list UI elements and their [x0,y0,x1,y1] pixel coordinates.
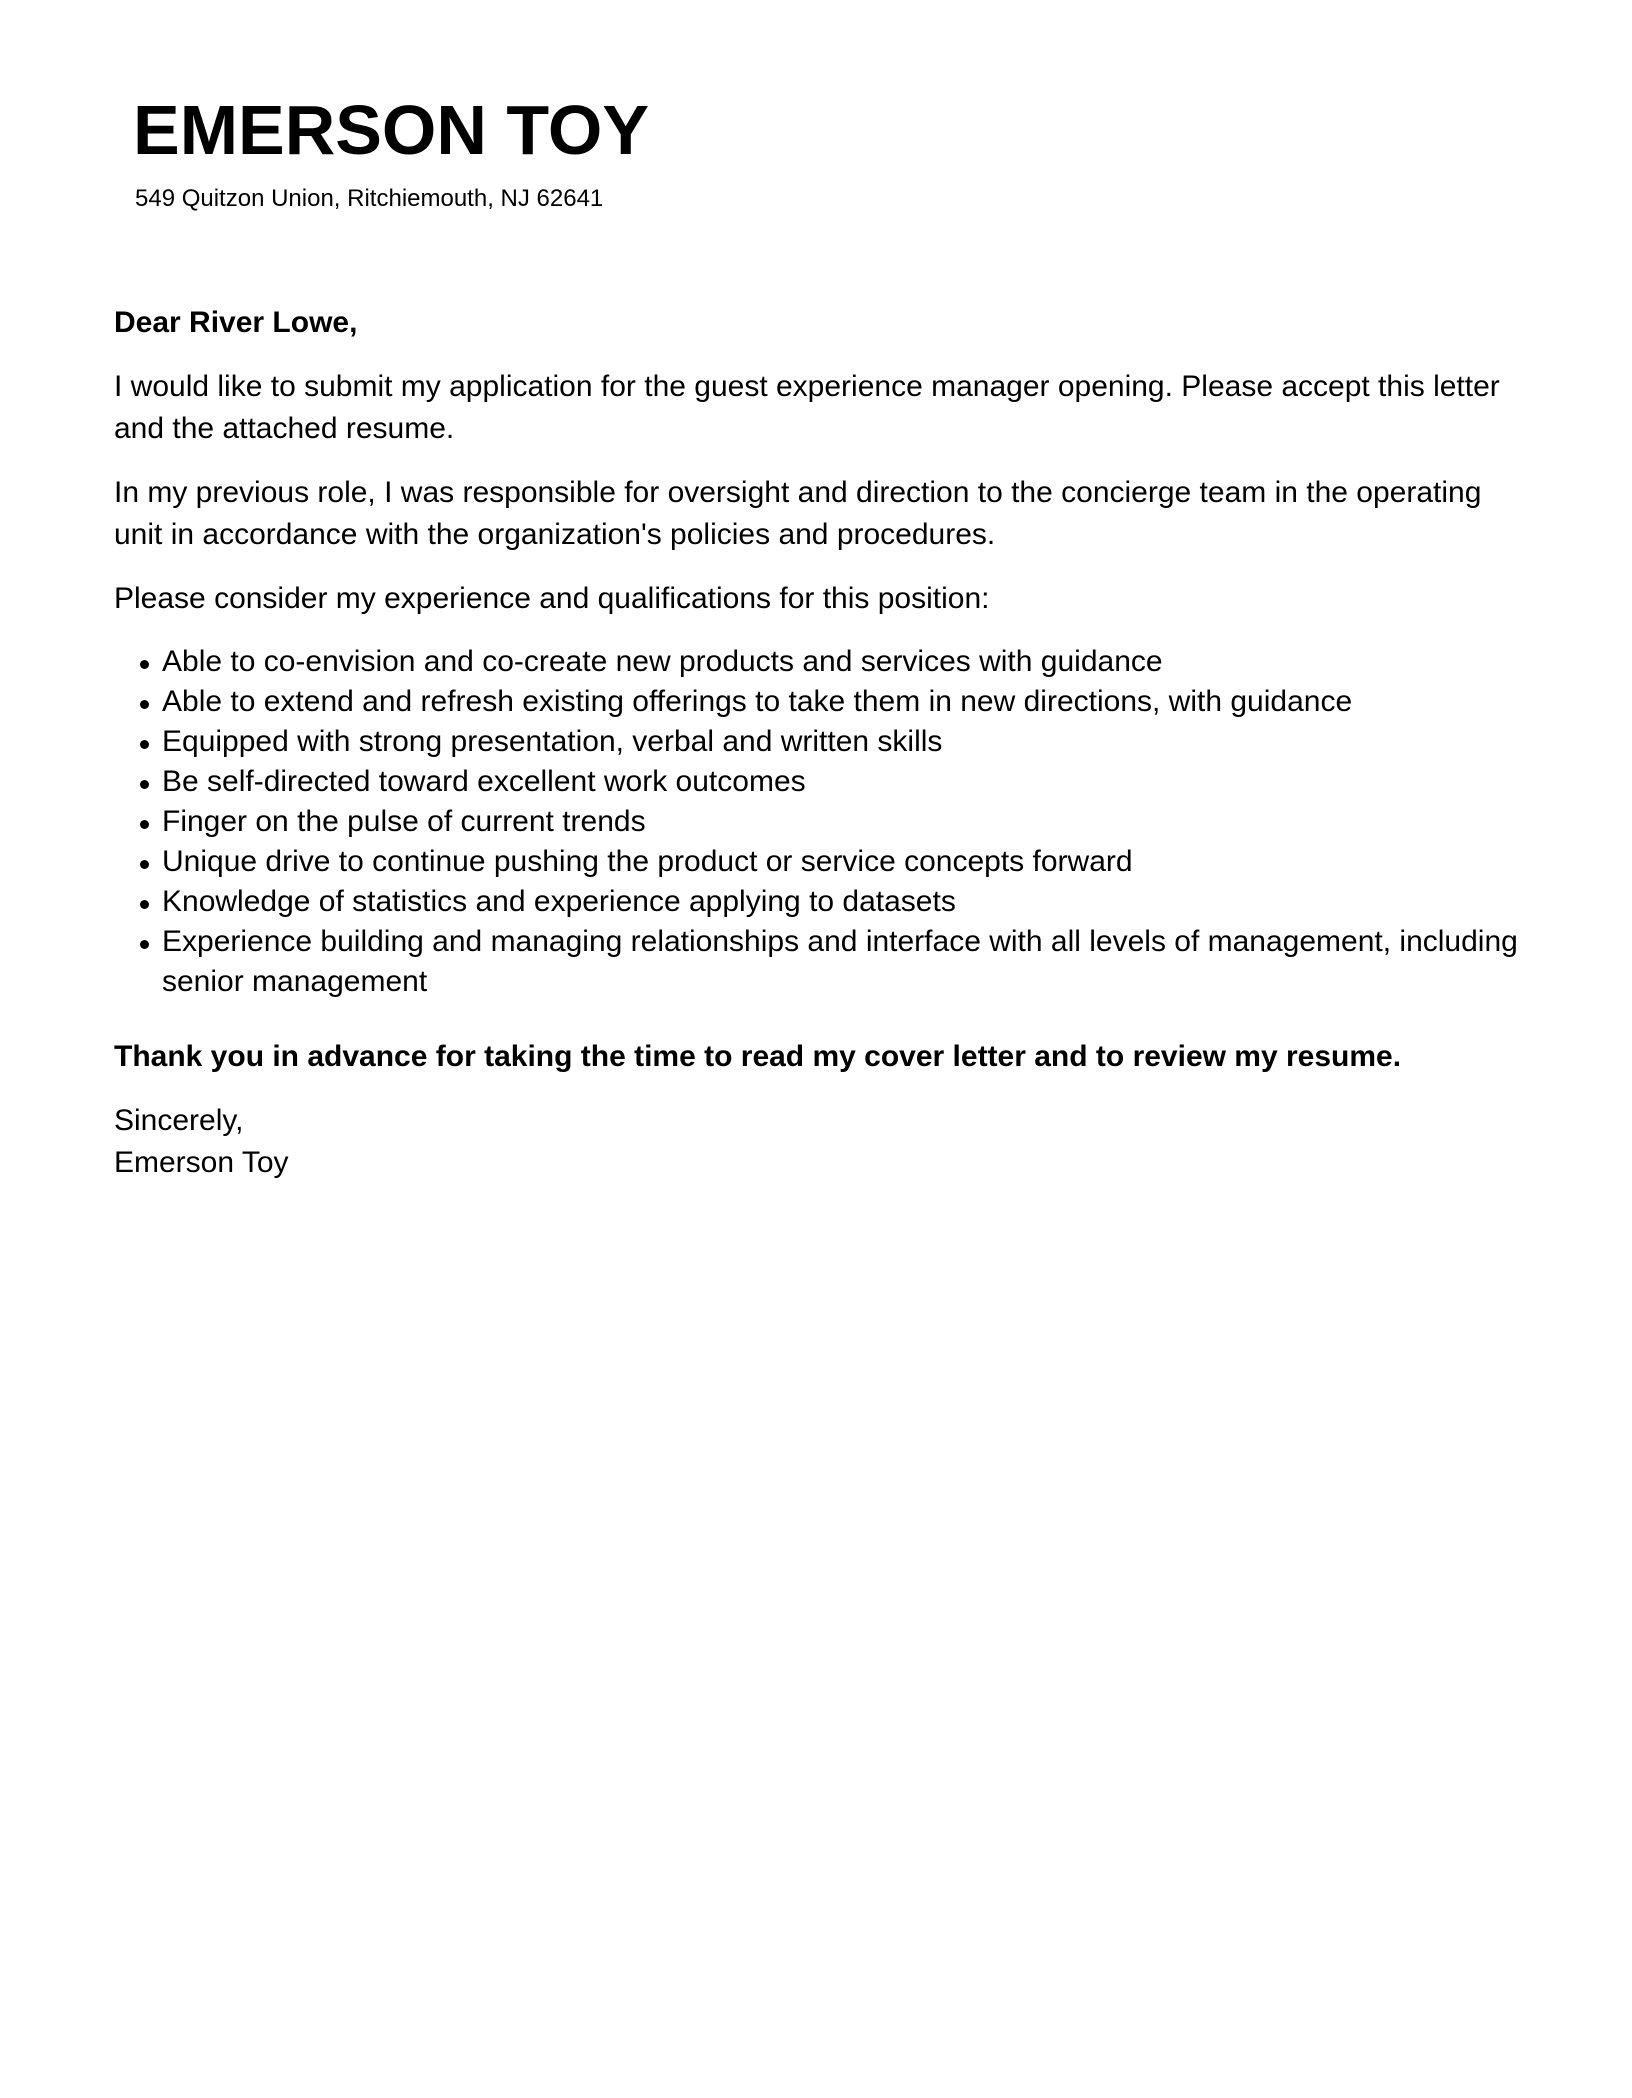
letter-header [133,88,1513,214]
signature-name: Emerson Toy [114,1146,289,1179]
qualification-item: Experience building and managing relationships and interface with all levels of management, including senior management [162,922,1534,1002]
signoff [114,1100,1534,1184]
letter-body [114,302,1534,1184]
qualifications-intro: Please consider my experience and qualifications for this position: [114,582,990,615]
intro-paragraph: I would like to submit my application for the guest experience manager opening. Please accept this letter and the attached resume. [114,370,1500,445]
applicant-name: EMERSON TOY [133,91,650,169]
applicant-address: 549 Quitzon Union, Ritchiemouth, NJ 62641 [135,185,604,212]
signoff-text: Sincerely, [114,1104,244,1137]
qualification-item: Be self-directed toward excellent work outcomes [162,762,1534,802]
qualification-item: Knowledge of statistics and experience applying to datasets [162,882,1534,922]
experience-paragraph: In my previous role, I was responsible for oversight and direction to the concierge team in the operating unit in accordance with the organization's policies and procedures. [114,476,1482,551]
qualifications-list [114,642,1534,1002]
qualification-item: Equipped with strong presentation, verbal and written skills [162,722,1534,762]
qualification-item: Able to co-envision and co-create new products and services with guidance [162,642,1534,682]
qualification-item: Unique drive to continue pushing the product or service concepts forward [162,842,1534,882]
qualification-item: Able to extend and refresh existing offerings to take them in new directions, with guidance [162,682,1534,722]
qualification-item: Finger on the pulse of current trends [162,802,1534,842]
closing-statement: Thank you in advance for taking the time to read my cover letter and to review my resume. [114,1040,1402,1073]
salutation: Dear River Lowe, [114,306,358,339]
